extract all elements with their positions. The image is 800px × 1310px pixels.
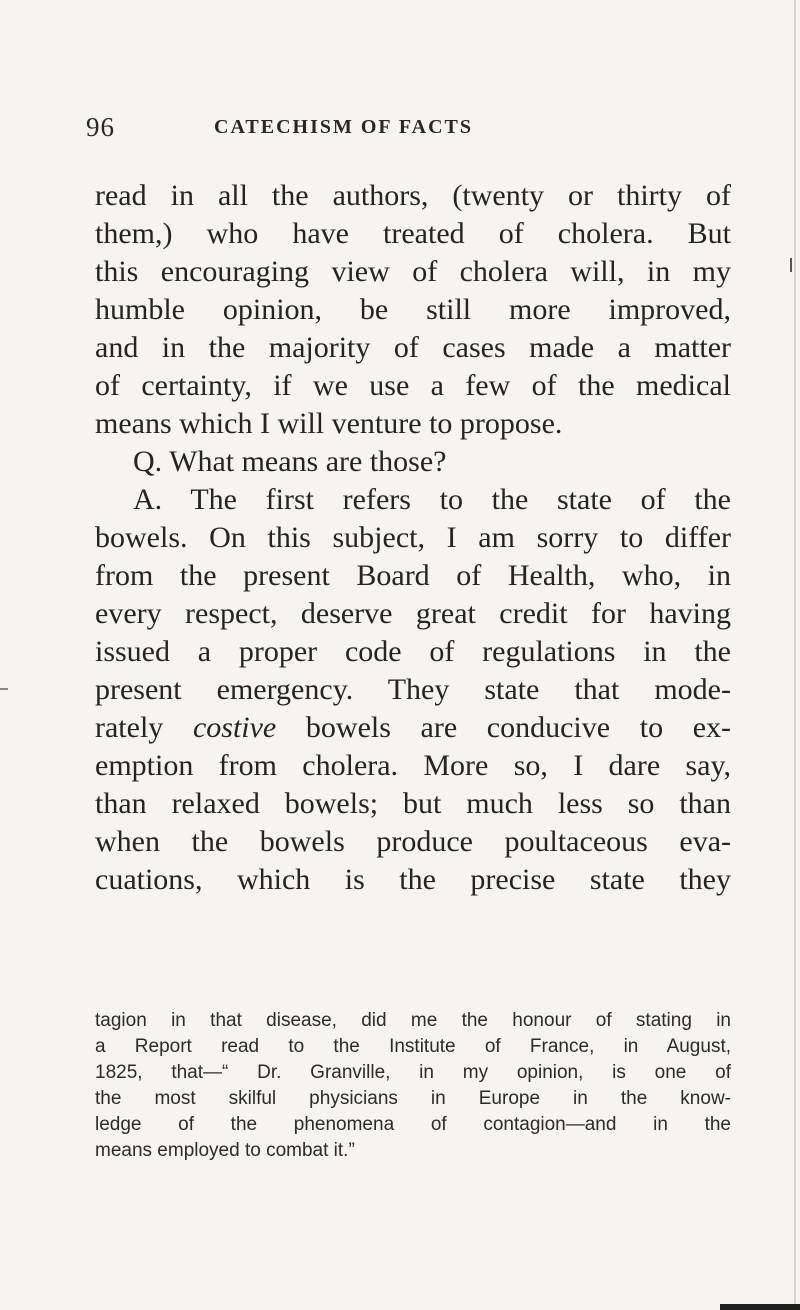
text-line: humble opinion, be still more improved, xyxy=(95,293,731,326)
text-line: every respect, deserve great credit for having xyxy=(95,597,731,630)
text-line: emption from cholera. More so, I dare say, xyxy=(95,749,731,782)
footnote-line: tagion in that disease, did me the honour of stating in xyxy=(95,1010,731,1031)
text-line: cuations, which is the precise state they xyxy=(95,863,731,896)
text-line: bowels. On this subject, I am sorry to differ xyxy=(95,521,731,554)
running-title: CATECHISM OF FACTS xyxy=(214,116,473,138)
footnote-line: ledge of the phenomena of contagion—and in the xyxy=(95,1114,731,1135)
text-line-with-italic xyxy=(95,709,731,747)
text-line: issued a proper code of regulations in the xyxy=(95,635,731,668)
footnote-line: the most skilful physicians in Europe in the know- xyxy=(95,1088,731,1109)
footnote-line: a Report read to the Institute of France, in August, xyxy=(95,1036,731,1057)
margin-dash xyxy=(0,688,8,690)
text-line: them,) who have treated of cholera. But xyxy=(95,217,731,250)
text-fragment: rately xyxy=(95,711,164,744)
page-edge xyxy=(794,0,796,1310)
page-header xyxy=(86,112,646,144)
answer-line: A. The first refers to the state of the xyxy=(133,483,731,516)
text-line: and in the majority of cases made a matter xyxy=(95,331,731,364)
page-corner-shadow xyxy=(720,1304,800,1310)
text-line: from the present Board of Health, who, in xyxy=(95,559,731,592)
footnote-line: 1825, that—“ Dr. Granville, in my opinion, is one of xyxy=(95,1062,731,1083)
question-line: Q. What means are those? xyxy=(133,445,447,478)
footnote-line: means employed to combat it.” xyxy=(95,1140,355,1161)
text-line: present emergency. They state that mode- xyxy=(95,673,731,706)
body-text xyxy=(95,177,731,899)
italic-word: costive xyxy=(192,711,277,744)
text-line: this encouraging view of cholera will, in my xyxy=(95,255,731,288)
text-line: read in all the authors, (twenty or thirty of xyxy=(95,179,731,212)
text-line: means which I will venture to propose. xyxy=(95,407,563,440)
margin-mark xyxy=(790,258,792,272)
footnote xyxy=(95,1008,731,1164)
text-fragment: bowels are conducive to ex- xyxy=(305,711,732,744)
text-line: than relaxed bowels; but much less so than xyxy=(95,787,731,820)
page-number: 96 xyxy=(86,112,115,142)
text-line: when the bowels produce poultaceous eva- xyxy=(95,825,731,858)
text-line: of certainty, if we use a few of the medical xyxy=(95,369,731,402)
